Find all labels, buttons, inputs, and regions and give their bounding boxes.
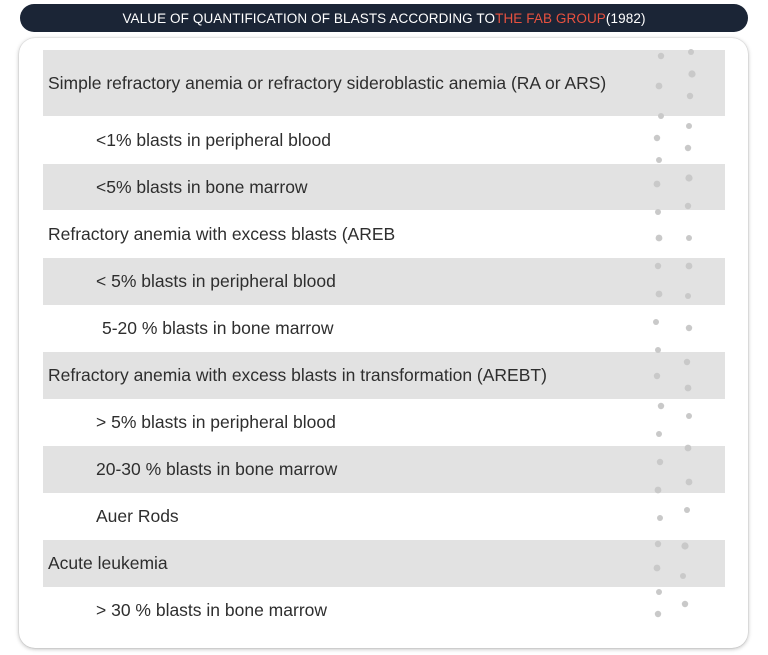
table-row <box>43 352 725 399</box>
row-label: <1% blasts in peripheral blood <box>96 129 331 150</box>
table-row <box>43 164 725 210</box>
title-banner <box>20 4 748 32</box>
blast-quantification-table <box>43 50 725 634</box>
title-suffix: (1982) <box>605 10 646 26</box>
row-label: > 30 % blasts in bone marrow <box>96 600 328 620</box>
row-label: Acute leukemia <box>48 553 168 573</box>
row-label: 5-20 % blasts in bone marrow <box>102 318 334 338</box>
table-row <box>43 399 725 446</box>
row-label: Auer Rods <box>96 506 179 526</box>
title-prefix: VALUE OF QUANTIFICATION OF BLASTS ACCORDING TO <box>122 10 496 26</box>
row-label: Refractory anemia with excess blasts in transformation (AREBT) <box>48 365 547 385</box>
row-label: <5% blasts in bone marrow <box>96 176 308 197</box>
table-row <box>43 587 725 634</box>
row-label: Simple refractory anemia or refractory sideroblastic anemia (RA or ARS) <box>48 72 607 93</box>
table-row <box>43 258 725 305</box>
row-label: < 5% blasts in peripheral blood <box>96 271 336 291</box>
row-label: Refractory anemia with excess blasts (AREB <box>48 223 396 244</box>
table-row <box>43 540 725 587</box>
title-accent: THE FAB GROUP <box>495 10 606 26</box>
table-row <box>43 305 725 352</box>
table-row <box>43 50 725 116</box>
table-row <box>43 446 725 493</box>
table-card <box>19 38 748 648</box>
row-label: > 5% blasts in peripheral blood <box>96 412 336 432</box>
table-row <box>43 493 725 540</box>
row-label: 20-30 % blasts in bone marrow <box>96 459 338 479</box>
table-row <box>43 116 725 164</box>
table-row <box>43 210 725 258</box>
